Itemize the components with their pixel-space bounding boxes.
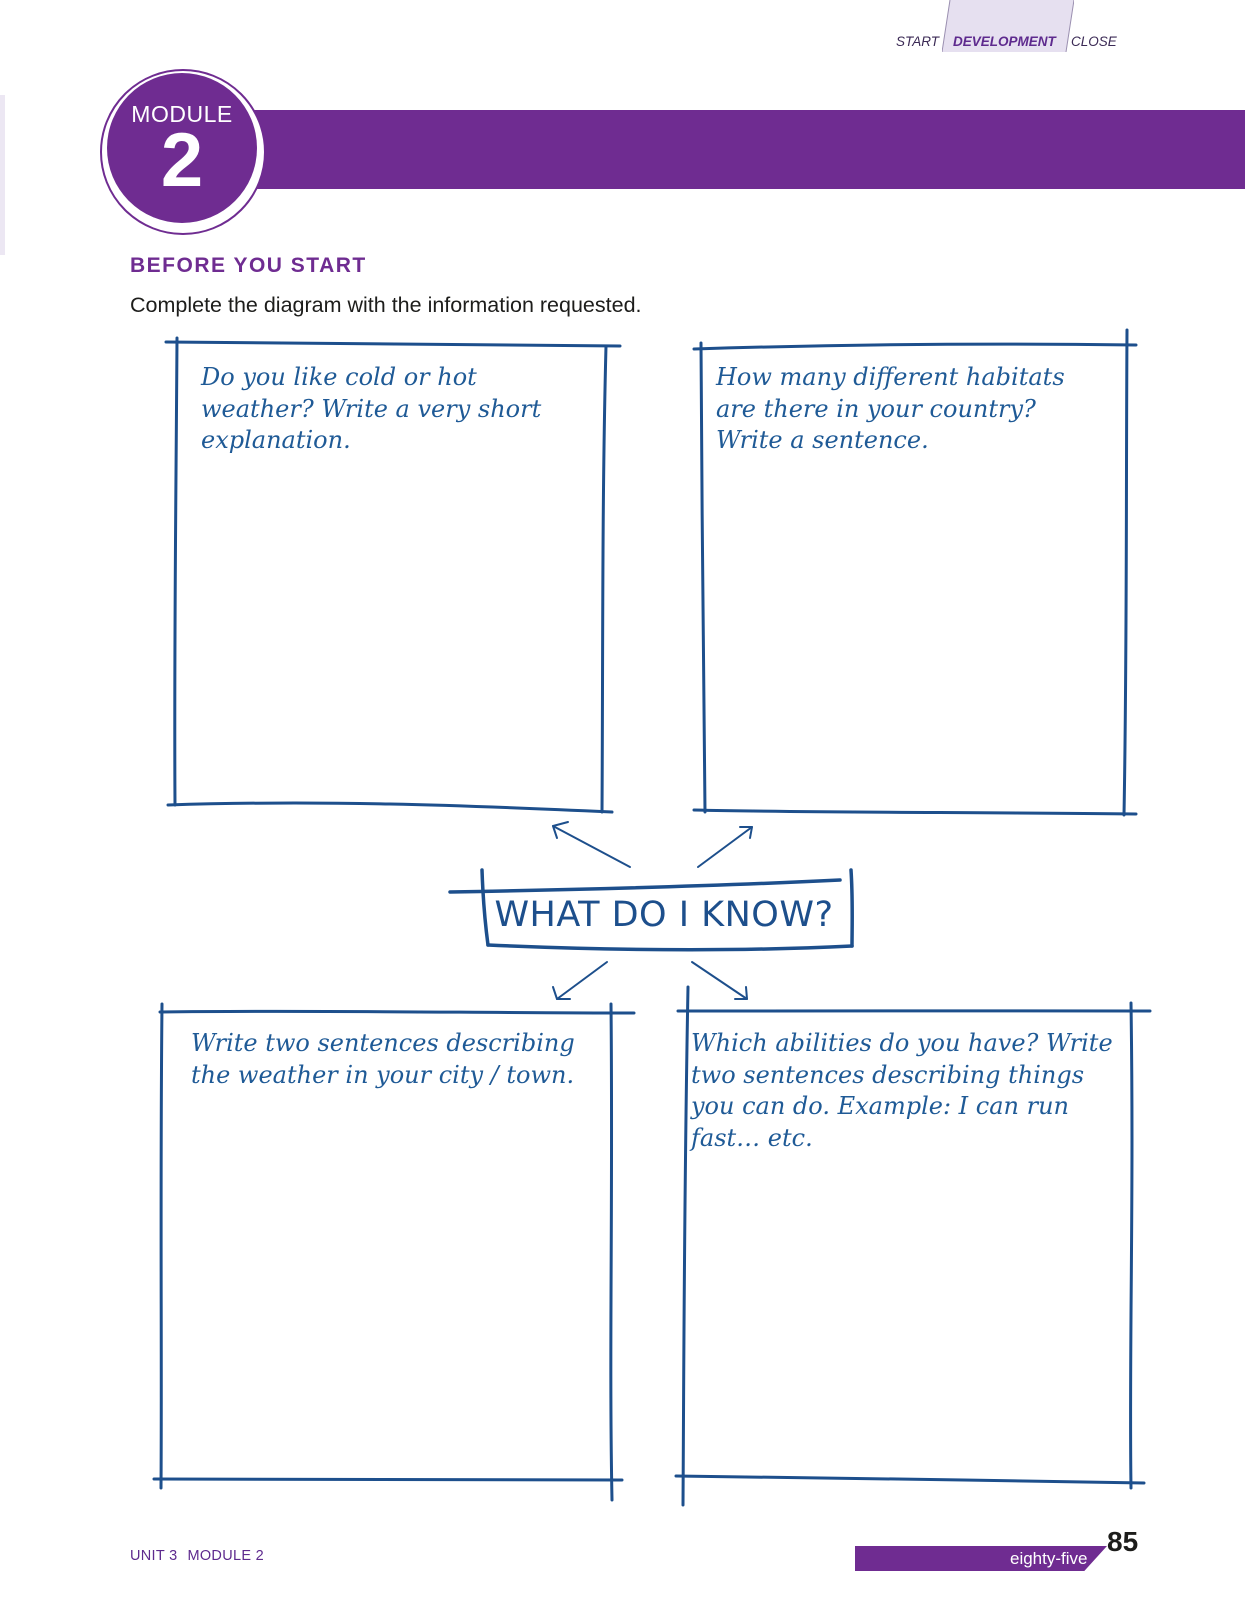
module-label: MODULE (131, 101, 233, 127)
phase-close: CLOSE (1071, 34, 1117, 49)
footer-unit: UNIT 3 (130, 1548, 178, 1564)
instruction-text: Complete the diagram with the information requested. (130, 293, 642, 317)
prompt-weather-preference: Do you like cold or hot weather? Write a very short explanation. (201, 363, 542, 454)
page-number: 85 (1107, 1526, 1139, 1557)
footer-module: MODULE 2 (187, 1548, 264, 1564)
phase-start: START (896, 34, 940, 49)
prompt-abilities: Which abilities do you have? Write two sentences describing things you can do. Example: I can run fast… etc. (691, 1029, 1113, 1152)
center-title: WHAT DO I KNOW? (494, 895, 834, 935)
page-number-words: eighty-five (1010, 1549, 1088, 1568)
prompt-weather-description: Write two sentences describing the weather in your city / town. (191, 1029, 575, 1089)
section-heading: BEFORE YOU START (130, 254, 367, 277)
phase-development: DEVELOPMENT (953, 34, 1056, 49)
module-number: 2 (160, 118, 204, 203)
footer-unit-module (130, 1548, 274, 1564)
prompt-habitats: How many different habitats are there in your country? Write a sentence. (716, 363, 1065, 454)
